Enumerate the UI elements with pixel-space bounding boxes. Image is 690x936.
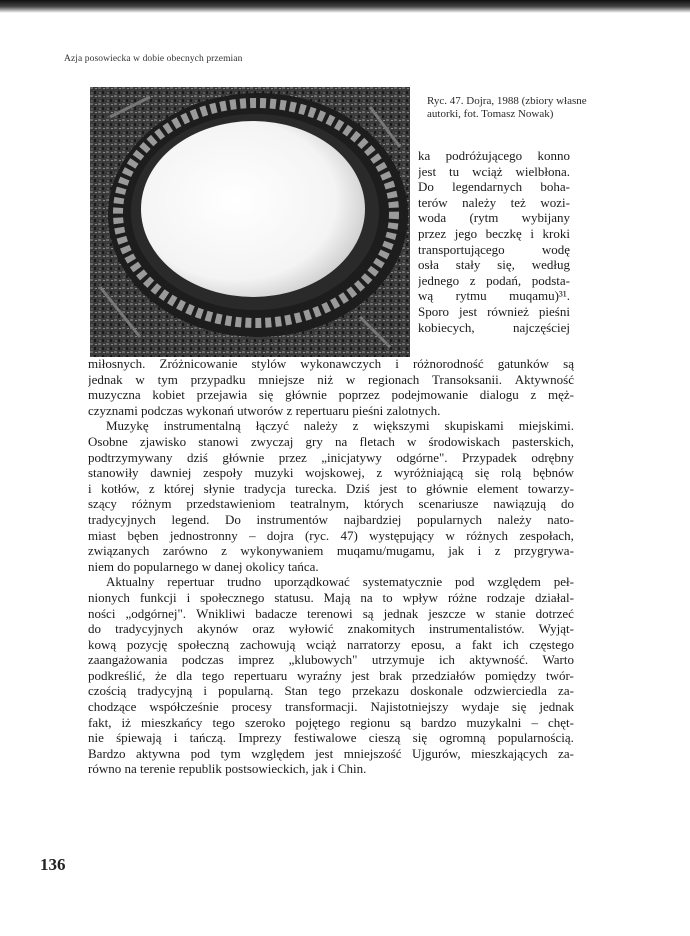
text-line: i kotłów, z której słynie tradycja turecka. Dziś jest to głównie element towarzy- [88, 480, 574, 496]
text-line: miast bęben jednostronny – dojra (ryc. 47) występujący w różnych zespołach, [88, 527, 574, 543]
text-line: przez jego beczkę i kroki [418, 225, 570, 241]
text-line: zaangażowania podczas imprez „klubowych" utrzymuje ich aktywność. Warto [88, 652, 574, 668]
text-line: jednego z podań, podsta- [418, 272, 570, 288]
text-line: równo na terenie republik postsowieckich, jak i Chin. [88, 761, 367, 777]
body-text [88, 356, 574, 777]
text-line: transportującego wodę [418, 241, 570, 257]
paragraph [88, 574, 574, 777]
text-line: związanych zarówno z wykonywaniem muqamu/mugamu, jak i z przygrywa- [88, 543, 574, 559]
text-line: muzyczna kobiet przejawia się głównie poprzez podejmowanie dialogu z męż- [88, 387, 574, 403]
text-line: szący różnym przedstawieniom teatralnym, których scenariusze nawiązują do [88, 496, 574, 512]
text-line: fakt, iż mieszkańcy tego szeroko pojętego regionu są bardzo muzykalni – chęt- [88, 714, 574, 730]
text-line: chodzące współcześnie procesy transformacji. Najistotniejszy wydaje się jednak [88, 699, 574, 715]
page-number: 136 [40, 855, 66, 874]
figure-photo-dojra [90, 87, 410, 357]
text-line: Osobne zjawisko stanowi zwyczaj gry na fletach w środowiskach pasterskich, [88, 433, 574, 449]
text-line: Aktualny repertuar trudno uporządkować systematycznie pod względem peł- [106, 574, 574, 590]
figure-caption: Ryc. 47. Dojra, 1988 (zbiory własne autorki, fot. Tomasz Nowak) [427, 95, 587, 120]
text-line: nie śpiewają i tańczą. Imprezy festiwalowe cieszą się ogromną popularnością. [88, 730, 574, 746]
text-line: kobiecych, najczęściej [418, 319, 570, 335]
text-line: woda (rytm wybijany [418, 210, 570, 226]
text-line: jest tu wciąż wielbłona. [418, 163, 570, 179]
text-line: czością tradycyjną i popularną. Stan tego przekazu doskonale odzwierciedla za- [88, 683, 574, 699]
paragraph [88, 356, 574, 418]
text-line: czyznami podczas wykonań utworów z repertuaru pieśni zalotnych. [88, 402, 441, 418]
text-line: osła stały się, według [418, 257, 570, 273]
text-line: Do legendarnych boha- [418, 179, 570, 195]
text-line: wą rytmu muqamu)³¹. [418, 288, 570, 304]
text-line: ności „odgórnej". Wnikliwi badacze terenowi są jednak jeszcze w stanie dotrzeć [88, 605, 574, 621]
text-line: niem do popularnego w danej okolicy tańca. [88, 558, 319, 574]
scan-edge-shadow [0, 0, 690, 13]
text-line: Bardzo aktywna pod tym względem jest mniejszość Ujgurów, mieszkających za- [88, 745, 574, 761]
text-line: tradycyjnych legend. Do instrumentów najbardziej popularnych należy nato- [88, 511, 574, 527]
text-line: Sporo jest również pieśni [418, 303, 570, 319]
text-line: podtrzymywany dziś głównie przez „inicjatywy odgórne". Przypadek odrębny [88, 449, 574, 465]
text-line: do tradycyjnych akynów oraz wyłowić znakomitych instrumentalistów. Wyjąt- [88, 621, 574, 637]
text-line: miłosnych. Zróżnicowanie stylów wykonawczych i różnorodność gatunków są [88, 356, 574, 371]
running-head: Azja posowiecka w dobie obecnych przemian [64, 54, 243, 64]
text-line: jednak w tym przypadku mniejsze niż w regionach Transoksanii. Aktywność [88, 371, 574, 387]
text-line: stanowiły dawniej zespoły muzyki wojskowej, z wyróżniającą się rolą bębnów [88, 465, 574, 481]
paragraph [88, 418, 574, 574]
text-line: kową pozycję społeczną zachowują wciąż narratorzy eposu, a fakt ich częstego [88, 636, 574, 652]
text-line: nionych funkcji i społecznego statusu. Mają na to wpływ różne rodzaje działal- [88, 589, 574, 605]
text-line: ka podróżującego konno [418, 148, 570, 163]
text-line: podkreślić, że dla tego repertuaru wyraźny jest brak przedziałów pomiędzy twór- [88, 667, 574, 683]
side-column-text [418, 148, 570, 335]
text-line: terów należy też wozi- [418, 194, 570, 210]
text-line: Muzykę instrumentalną łączyć należy z większymi skupiskami miejskimi. [106, 418, 574, 434]
drum-photo-illustration [90, 87, 410, 357]
